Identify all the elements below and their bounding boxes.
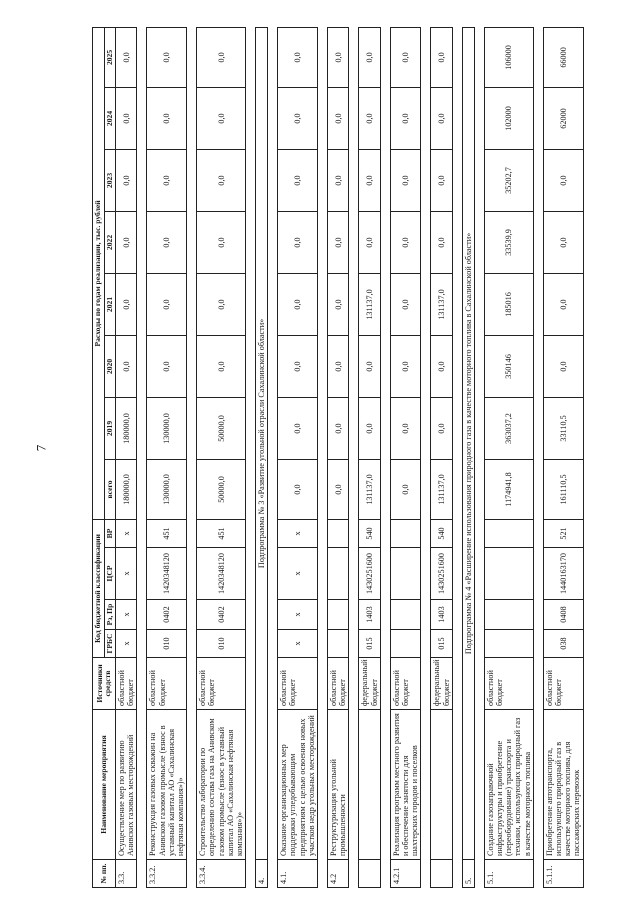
amount-cell: 0,0: [197, 87, 246, 149]
amount-cell: 131137,0: [431, 459, 452, 519]
row-number: 5.1.1.: [543, 860, 583, 888]
budget-code: 1420348120: [197, 548, 246, 600]
budget-code: 0408: [543, 600, 583, 630]
amount-cell: 180000,0: [116, 397, 137, 459]
budget-code: х: [116, 548, 137, 600]
budget-code: [390, 630, 421, 658]
funding-source: федеральный бюджет: [359, 658, 380, 710]
budget-code: [390, 519, 421, 547]
spacer-cell: [474, 27, 484, 887]
spacer-row: [246, 27, 256, 887]
amount-cell: 0,0: [390, 273, 421, 335]
spacer-row: [349, 27, 359, 887]
table-row: [147, 27, 187, 887]
amount-cell: 0,0: [197, 211, 246, 273]
amount-cell: 350146: [484, 335, 533, 397]
budget-code: [484, 519, 533, 547]
amount-cell: 0,0: [359, 211, 380, 273]
amount-cell: 50000,0: [197, 459, 246, 519]
amount-cell: 0,0: [197, 273, 246, 335]
budget-code: [484, 548, 533, 600]
amount-cell: 0,0: [116, 335, 137, 397]
spacer-row: [533, 27, 543, 887]
amount-cell: 130000,0: [147, 397, 187, 459]
header-code-col: ВР: [104, 519, 116, 547]
budget-code: [328, 548, 349, 600]
amount-cell: 185016: [484, 273, 533, 335]
row-number: 4.: [256, 860, 268, 888]
amount-cell: 0,0: [116, 149, 137, 211]
budget-code: 1430251600: [359, 548, 380, 600]
spacer-row: [452, 27, 462, 887]
amount-cell: 33539,9: [484, 211, 533, 273]
amount-cell: 0,0: [197, 27, 246, 87]
budget-code: 0402: [197, 600, 246, 630]
amount-cell: 0,0: [278, 27, 318, 87]
spacer-cell: [349, 27, 359, 887]
amount-cell: 131137,0: [431, 273, 452, 335]
spacer-cell: [137, 27, 147, 887]
amount-cell: 0,0: [359, 87, 380, 149]
spacer-row: [474, 27, 484, 887]
budget-code: [328, 630, 349, 658]
activity-name: Реализация программ местного развития и обеспечение занятости для шахтерских городов и поселков: [390, 710, 421, 860]
activity-name: [431, 710, 452, 860]
header-spend-col: 2023: [104, 149, 116, 211]
table-row: [431, 27, 452, 887]
activity-name: Создание газозаправочной инфраструктуры и приобретение (переоборудование) транспорта и техники, использующих природный газ в качестве моторного топлива: [484, 710, 533, 860]
amount-cell: 0,0: [390, 149, 421, 211]
table-row: [256, 27, 268, 887]
funding-source: областной бюджет: [390, 658, 421, 710]
header-spend-col: всего: [104, 459, 116, 519]
amount-cell: 0,0: [328, 87, 349, 149]
amount-cell: 0,0: [390, 459, 421, 519]
spacer-row: [380, 27, 390, 887]
amount-cell: 0,0: [147, 211, 187, 273]
budget-table: [92, 27, 584, 888]
budget-code: 451: [197, 519, 246, 547]
budget-code: х: [278, 519, 318, 547]
budget-code: 010: [147, 630, 187, 658]
amount-cell: 0,0: [431, 27, 452, 87]
amount-cell: 50000,0: [197, 397, 246, 459]
amount-cell: 0,0: [328, 211, 349, 273]
amount-cell: 0,0: [359, 335, 380, 397]
header-code-col: ЦСР: [104, 548, 116, 600]
amount-cell: 0,0: [390, 87, 421, 149]
budget-code: 015: [359, 630, 380, 658]
budget-code: х: [278, 630, 318, 658]
amount-cell: 0,0: [359, 27, 380, 87]
amount-cell: 131137,0: [359, 459, 380, 519]
spacer-row: [137, 27, 147, 887]
amount-cell: 0,0: [116, 211, 137, 273]
subprogram-title: Подпрограмма № 3 «Развитие угольной отрасли Сахалинской области»: [256, 27, 268, 859]
header-spend-col: 2024: [104, 87, 116, 149]
amount-cell: 0,0: [431, 211, 452, 273]
amount-cell: 0,0: [328, 149, 349, 211]
budget-code: х: [278, 600, 318, 630]
amount-cell: 0,0: [197, 149, 246, 211]
amount-cell: 1174941,8: [484, 459, 533, 519]
spacer-cell: [246, 27, 256, 887]
funding-source: областной бюджет: [543, 658, 583, 710]
amount-cell: 0,0: [328, 273, 349, 335]
amount-cell: 0,0: [328, 335, 349, 397]
budget-code: 540: [359, 519, 380, 547]
amount-cell: 0,0: [390, 397, 421, 459]
amount-cell: 102000: [484, 87, 533, 149]
amount-cell: 0,0: [278, 149, 318, 211]
amount-cell: 62000: [543, 87, 583, 149]
row-number: 3.3.2.: [147, 860, 187, 888]
funding-source: областной бюджет: [278, 658, 318, 710]
spacer-row: [421, 27, 431, 887]
budget-code: 015: [431, 630, 452, 658]
amount-cell: 0,0: [390, 211, 421, 273]
budget-code: 521: [543, 519, 583, 547]
spacer-cell: [380, 27, 390, 887]
table-header: [93, 27, 116, 887]
amount-cell: 0,0: [328, 397, 349, 459]
amount-cell: 0,0: [543, 211, 583, 273]
rotated-page: [92, 28, 634, 888]
header-spend-col: 2025: [104, 27, 116, 87]
header-code-col: Рз, Пр: [104, 600, 116, 630]
header-num: № пп.: [93, 860, 116, 888]
activity-name: Приобретение автотранспорта, использующего природный газ в качестве моторного топлива, для пассажирских перевозок: [543, 710, 583, 860]
amount-cell: 33110,5: [543, 397, 583, 459]
budget-code: [484, 630, 533, 658]
spacer-cell: [421, 27, 431, 887]
table-row: [197, 27, 246, 887]
activity-name: Оказание организационных мер поддержки угледобывающим предприятиям с целью освоения новых участков недр угольных месторождений: [278, 710, 318, 860]
amount-cell: 161110,5: [543, 459, 583, 519]
amount-cell: 0,0: [390, 335, 421, 397]
amount-cell: 0,0: [431, 87, 452, 149]
budget-code: 1430251600: [431, 548, 452, 600]
row-number: [359, 860, 380, 888]
activity-name: Реструктуризация угольной промышленности: [328, 710, 349, 860]
amount-cell: 0,0: [543, 273, 583, 335]
row-number: 5.1.: [484, 860, 533, 888]
spacer-row: [268, 27, 278, 887]
row-number: 4.2: [328, 860, 349, 888]
row-number: 4.1.: [278, 860, 318, 888]
budget-code: х: [278, 548, 318, 600]
budget-code: 0402: [147, 600, 187, 630]
amount-cell: 0,0: [116, 273, 137, 335]
activity-name: [359, 710, 380, 860]
activity-name: Осуществление мер по развитию Анивских газовых месторождений: [116, 710, 137, 860]
row-number: [431, 860, 452, 888]
header-spend-col: 2020: [104, 335, 116, 397]
amount-cell: 0,0: [431, 149, 452, 211]
table-row: [543, 27, 583, 887]
amount-cell: 0,0: [278, 211, 318, 273]
budget-code: [328, 600, 349, 630]
table-row: [390, 27, 421, 887]
funding-source: федеральный бюджет: [431, 658, 452, 710]
amount-cell: 0,0: [278, 335, 318, 397]
budget-code: 1440163170: [543, 548, 583, 600]
amount-cell: 35202,7: [484, 149, 533, 211]
spacer-row: [187, 27, 197, 887]
amount-cell: 131137,0: [359, 273, 380, 335]
row-number: 5.: [462, 860, 474, 888]
funding-source: областной бюджет: [484, 658, 533, 710]
table-row: [359, 27, 380, 887]
amount-cell: 0,0: [147, 87, 187, 149]
amount-cell: 0,0: [328, 459, 349, 519]
amount-cell: 66000: [543, 27, 583, 87]
budget-code: х: [116, 630, 137, 658]
amount-cell: 363037,2: [484, 397, 533, 459]
page-number-holder: [0, 433, 5, 443]
table-row: [116, 27, 137, 887]
amount-cell: 0,0: [147, 149, 187, 211]
amount-cell: 0,0: [543, 149, 583, 211]
budget-code: 010: [197, 630, 246, 658]
amount-cell: 0,0: [116, 87, 137, 149]
spacer-cell: [318, 27, 328, 887]
amount-cell: 0,0: [147, 27, 187, 87]
amount-cell: 106000: [484, 27, 533, 87]
subprogram-title: Подпрограмма № 4 «Расширение использования природного газа в качестве моторного топлива в Сахалинской области»: [462, 27, 474, 859]
budget-code: 451: [147, 519, 187, 547]
table-body: [116, 27, 584, 887]
header-spend-group: Расходы по годам реализации, тыс. рублей: [93, 27, 105, 519]
spacer-cell: [187, 27, 197, 887]
budget-code: [484, 600, 533, 630]
row-number: 4.2.1: [390, 860, 421, 888]
table-row: [328, 27, 349, 887]
amount-cell: 0,0: [147, 273, 187, 335]
table-row: [278, 27, 318, 887]
amount-cell: 0,0: [278, 459, 318, 519]
spacer-cell: [452, 27, 462, 887]
amount-cell: 0,0: [278, 273, 318, 335]
table-row: [462, 27, 474, 887]
budget-code: 1403: [359, 600, 380, 630]
header-spend-col: 2021: [104, 273, 116, 335]
budget-code: [390, 548, 421, 600]
budget-code: 1420348120: [147, 548, 187, 600]
amount-cell: 0,0: [431, 397, 452, 459]
header-name: Наименование мероприятия: [93, 710, 116, 860]
funding-source: областной бюджет: [328, 658, 349, 710]
amount-cell: 130000,0: [147, 459, 187, 519]
spacer-cell: [268, 27, 278, 887]
table-row: [484, 27, 533, 887]
funding-source: областной бюджет: [197, 658, 246, 710]
funding-source: областной бюджет: [116, 658, 137, 710]
header-code-col: ГРБС: [104, 630, 116, 658]
amount-cell: 180000,0: [116, 459, 137, 519]
row-number: 3.3.: [116, 860, 137, 888]
header-spend-col: 2022: [104, 211, 116, 273]
amount-cell: 0,0: [278, 87, 318, 149]
budget-code: х: [116, 519, 137, 547]
amount-cell: 0,0: [390, 27, 421, 87]
row-number: 3.3.4.: [197, 860, 246, 888]
spacer-row: [318, 27, 328, 887]
budget-code: х: [116, 600, 137, 630]
header-code-group: Код бюджетной классификации: [93, 519, 105, 657]
budget-code: [390, 600, 421, 630]
header-source: Источники средств: [93, 658, 116, 710]
spacer-cell: [533, 27, 543, 887]
activity-name: Реконструкция газовых скважин на Анивском газовом промысле (взнос в уставный капитал АО «Сахалинская нефтяная компания»)»: [147, 710, 187, 860]
amount-cell: 0,0: [278, 397, 318, 459]
budget-code: [328, 519, 349, 547]
header-spend-col: 2019: [104, 397, 116, 459]
budget-code: 540: [431, 519, 452, 547]
budget-code: 038: [543, 630, 583, 658]
activity-name: Строительство лаборатории по определению состава газа на Анивском газовом промысле (взнос в уставный капитал АО «Сахалинская нефтяная компания»)»: [197, 710, 246, 860]
amount-cell: 0,0: [543, 335, 583, 397]
budget-code: 1403: [431, 600, 452, 630]
amount-cell: 0,0: [197, 335, 246, 397]
amount-cell: 0,0: [147, 335, 187, 397]
amount-cell: 0,0: [116, 27, 137, 87]
page-number: 7: [33, 444, 49, 452]
funding-source: областной бюджет: [147, 658, 187, 710]
amount-cell: 0,0: [328, 27, 349, 87]
amount-cell: 0,0: [359, 397, 380, 459]
amount-cell: 0,0: [431, 335, 452, 397]
amount-cell: 0,0: [359, 149, 380, 211]
